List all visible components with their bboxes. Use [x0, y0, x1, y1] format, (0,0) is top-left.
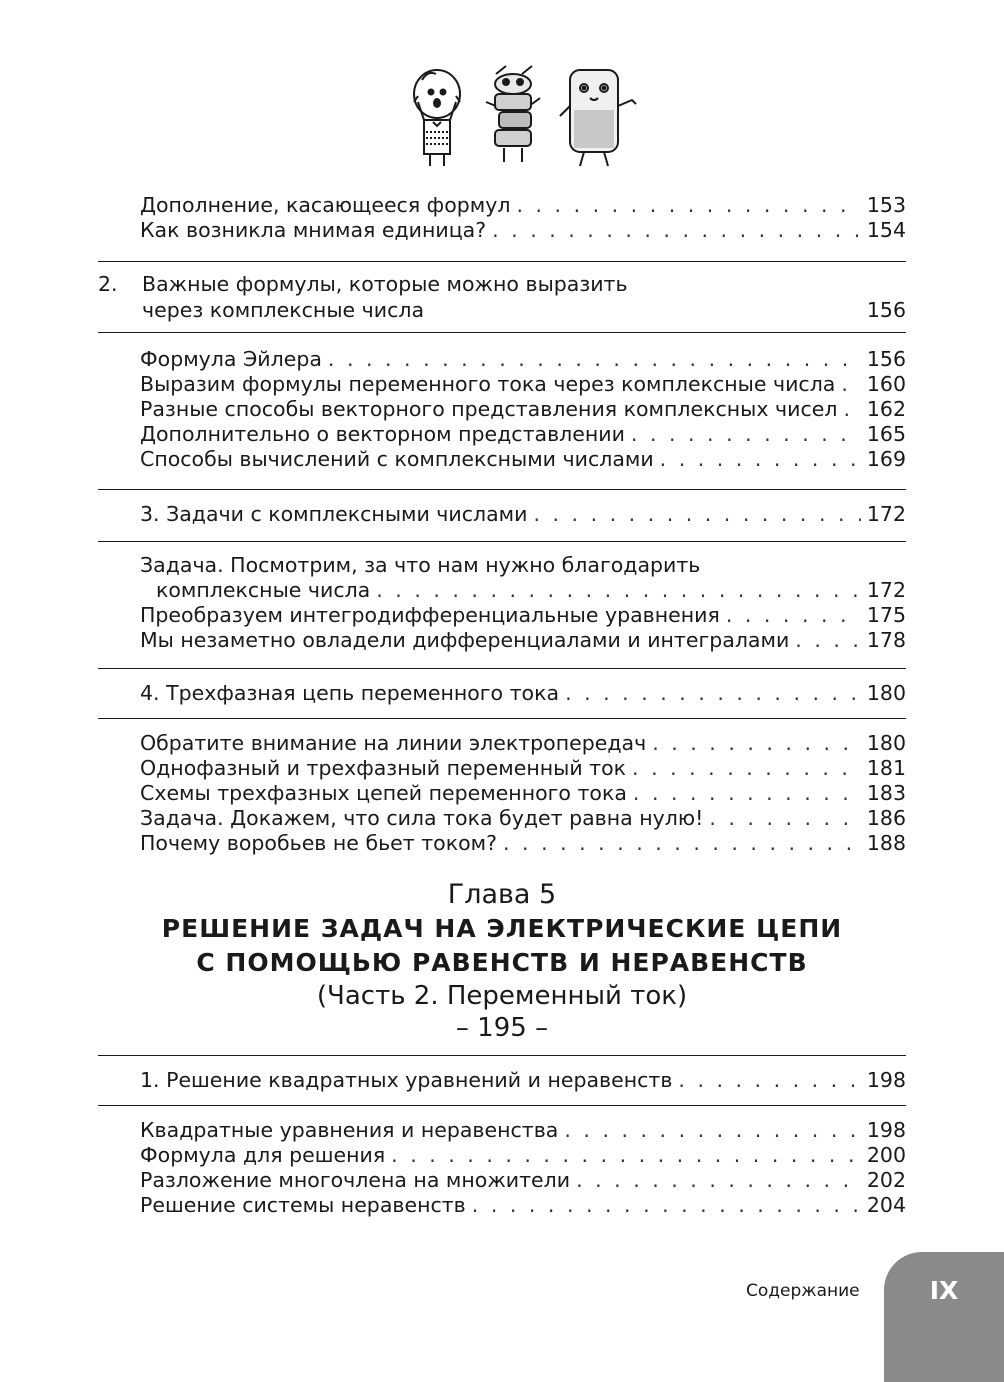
section-title-line2: через комплексные числа: [142, 298, 425, 322]
dot-leader: [726, 602, 861, 628]
divider: [98, 1055, 906, 1056]
toc-entry-page: 204: [866, 1193, 906, 1217]
toc-entry-title: Почему воробьев не бьет током?: [140, 831, 497, 855]
toc-entry-title: Формула Эйлера: [140, 347, 322, 371]
toc-entry-page: 198: [866, 1118, 906, 1142]
toc-entry[interactable]: [140, 346, 906, 372]
dot-leader: [516, 192, 860, 218]
toc-entry[interactable]: [140, 421, 906, 447]
toc-entry-title: Выразим формулы переменного тока через комплексные числа: [140, 372, 836, 396]
toc-entry-title: Дополнение, касающееся формул: [140, 193, 511, 217]
toc-entry-title-continued: комплексные числа: [156, 578, 371, 602]
toc-entry[interactable]: [140, 1192, 906, 1218]
dot-leader: [795, 627, 861, 653]
toc-entry-title: Схемы трехфазных цепей переменного тока: [140, 781, 627, 805]
toc-entry[interactable]: [140, 730, 906, 756]
toc-entry-title: Формула для решения: [140, 1143, 386, 1167]
chapter-page: – 195 –: [455, 1013, 549, 1043]
section-title-line1: Важные формулы, которые можно выразить: [142, 272, 628, 296]
toc-entry[interactable]: [140, 371, 906, 397]
dot-leader: [492, 217, 861, 243]
toc-entry[interactable]: [140, 805, 906, 831]
divider: [98, 668, 906, 669]
section-heading[interactable]: [140, 1067, 906, 1093]
toc-entry-page: 183: [866, 781, 906, 805]
divider: [98, 261, 906, 262]
dot-leader: [631, 421, 861, 447]
dot-leader: [632, 755, 861, 781]
dot-leader: [565, 680, 861, 706]
dot-leader: [709, 805, 861, 831]
section-heading[interactable]: [140, 501, 906, 527]
divider: [98, 1105, 906, 1106]
chapter-title-line1: РЕШЕНИЕ ЗАДАЧ НА ЭЛЕКТРИЧЕСКИЕ ЦЕПИ: [161, 914, 843, 943]
toc-entry-title: Решение системы неравенств: [140, 1193, 466, 1217]
block-character-icon: [560, 70, 636, 166]
toc-entry[interactable]: [140, 396, 906, 422]
toc-entry[interactable]: [140, 1167, 906, 1193]
toc-entry-title-line1[interactable]: [140, 552, 906, 578]
divider: [98, 332, 906, 333]
dot-leader: [660, 446, 861, 472]
toc-entry[interactable]: [140, 627, 906, 653]
toc-entry[interactable]: [140, 1142, 906, 1168]
characters-illustration: [400, 62, 650, 170]
toc-entry-title: Обратите внимание на линии электропередач: [140, 731, 647, 755]
divider: [98, 718, 906, 719]
toc-entry[interactable]: [140, 577, 906, 603]
toc-entry-title: Задача. Посмотрим, за что нам нужно благодарить: [140, 553, 701, 577]
toc-entry[interactable]: [140, 780, 906, 806]
toc-entry-page: 202: [866, 1168, 906, 1192]
toc-entry-title: Задача. Докажем, что сила тока будет равна нулю!: [140, 806, 704, 830]
dot-leader: [841, 371, 860, 397]
section-title: 4. Трехфазная цепь переменного тока: [140, 681, 560, 705]
toc-entry[interactable]: [140, 602, 906, 628]
dot-leader: [564, 1117, 860, 1143]
page-number-tab: [884, 1252, 1004, 1382]
toc-entry-page: 180: [866, 731, 906, 755]
dot-leader: [678, 1067, 860, 1093]
toc-entry-title: Мы незаметно овладели дифференциалами и интегралами: [140, 628, 790, 652]
section-page: 156: [866, 298, 906, 322]
toc-entry-page: 160: [866, 372, 906, 396]
stacked-character-icon: [486, 66, 540, 162]
section-title: 3. Задачи с комплексными числами: [140, 502, 528, 526]
section-title: 1. Решение квадратных уравнений и неравенств: [140, 1068, 673, 1092]
toc-entry[interactable]: [140, 192, 906, 218]
section-page: 172: [866, 502, 906, 526]
dot-leader: [391, 1142, 861, 1168]
toc-entry[interactable]: [140, 755, 906, 781]
toc-entry-page: 181: [866, 756, 906, 780]
dot-leader: [652, 730, 861, 756]
toc-entry-title: Преобразуем интегродифференциальные уравнения: [140, 603, 720, 627]
toc-entry-title: Квадратные уравнения и неравенства: [140, 1118, 559, 1142]
toc-entry-title: Как возникла мнимая единица?: [140, 218, 487, 242]
toc-entry-page: 175: [866, 603, 906, 627]
section-number: 2.: [98, 272, 118, 296]
dot-leader: [376, 577, 861, 603]
toc-entry-title: Разложение многочлена на множители: [140, 1168, 571, 1192]
dot-leader: [633, 780, 861, 806]
toc-entry-page: 172: [866, 578, 906, 602]
toc-entry-page: 178: [866, 628, 906, 652]
divider: [98, 489, 906, 490]
toc-entry-page: 154: [866, 218, 906, 242]
chapter-label: Глава 5: [447, 879, 557, 910]
toc-entry-title: Разные способы векторного представления комплексных чисел: [140, 397, 838, 421]
chapter-title-line2: С ПОМОЩЬЮ РАВЕНСТВ И НЕРАВЕНСТВ: [196, 948, 808, 977]
toc-entry[interactable]: [140, 830, 906, 856]
dot-leader: [503, 830, 861, 856]
toc-entry-page: 165: [866, 422, 906, 446]
dot-leader: [328, 346, 861, 372]
section-page: 198: [866, 1068, 906, 1092]
toc-entry-page: 186: [866, 806, 906, 830]
footer-section-label: Содержание: [746, 1281, 860, 1301]
section-page: 180: [866, 681, 906, 705]
toc-entry-page: 169: [866, 447, 906, 471]
toc-entry-page: 200: [866, 1143, 906, 1167]
toc-entry-page: 188: [866, 831, 906, 855]
toc-entry-title: Способы вычислений с комплексными числами: [140, 447, 654, 471]
toc-entry-page: 156: [866, 347, 906, 371]
page-number: IX: [929, 1276, 959, 1305]
toc-entry[interactable]: [140, 1117, 906, 1143]
dot-leader: [843, 396, 860, 422]
section-heading[interactable]: [140, 680, 906, 706]
dot-leader: [576, 1167, 861, 1193]
toc-entry[interactable]: [140, 217, 906, 243]
dot-leader: [533, 501, 860, 527]
toc-entry-title: Однофазный и трехфазный переменный ток: [140, 756, 627, 780]
dot-leader: [472, 1192, 861, 1218]
toc-entry[interactable]: [140, 446, 906, 472]
chapter-subtitle: (Часть 2. Переменный ток): [316, 981, 688, 1011]
toc-entry-title: Дополнительно о векторном представлении: [140, 422, 625, 446]
section-heading[interactable]: [98, 271, 906, 323]
round-character-icon: [414, 70, 460, 166]
chapter-heading[interactable]: [0, 878, 1004, 1044]
toc-entry-page: 162: [866, 397, 906, 421]
divider: [98, 541, 906, 542]
toc-entry-page: 153: [866, 193, 906, 217]
